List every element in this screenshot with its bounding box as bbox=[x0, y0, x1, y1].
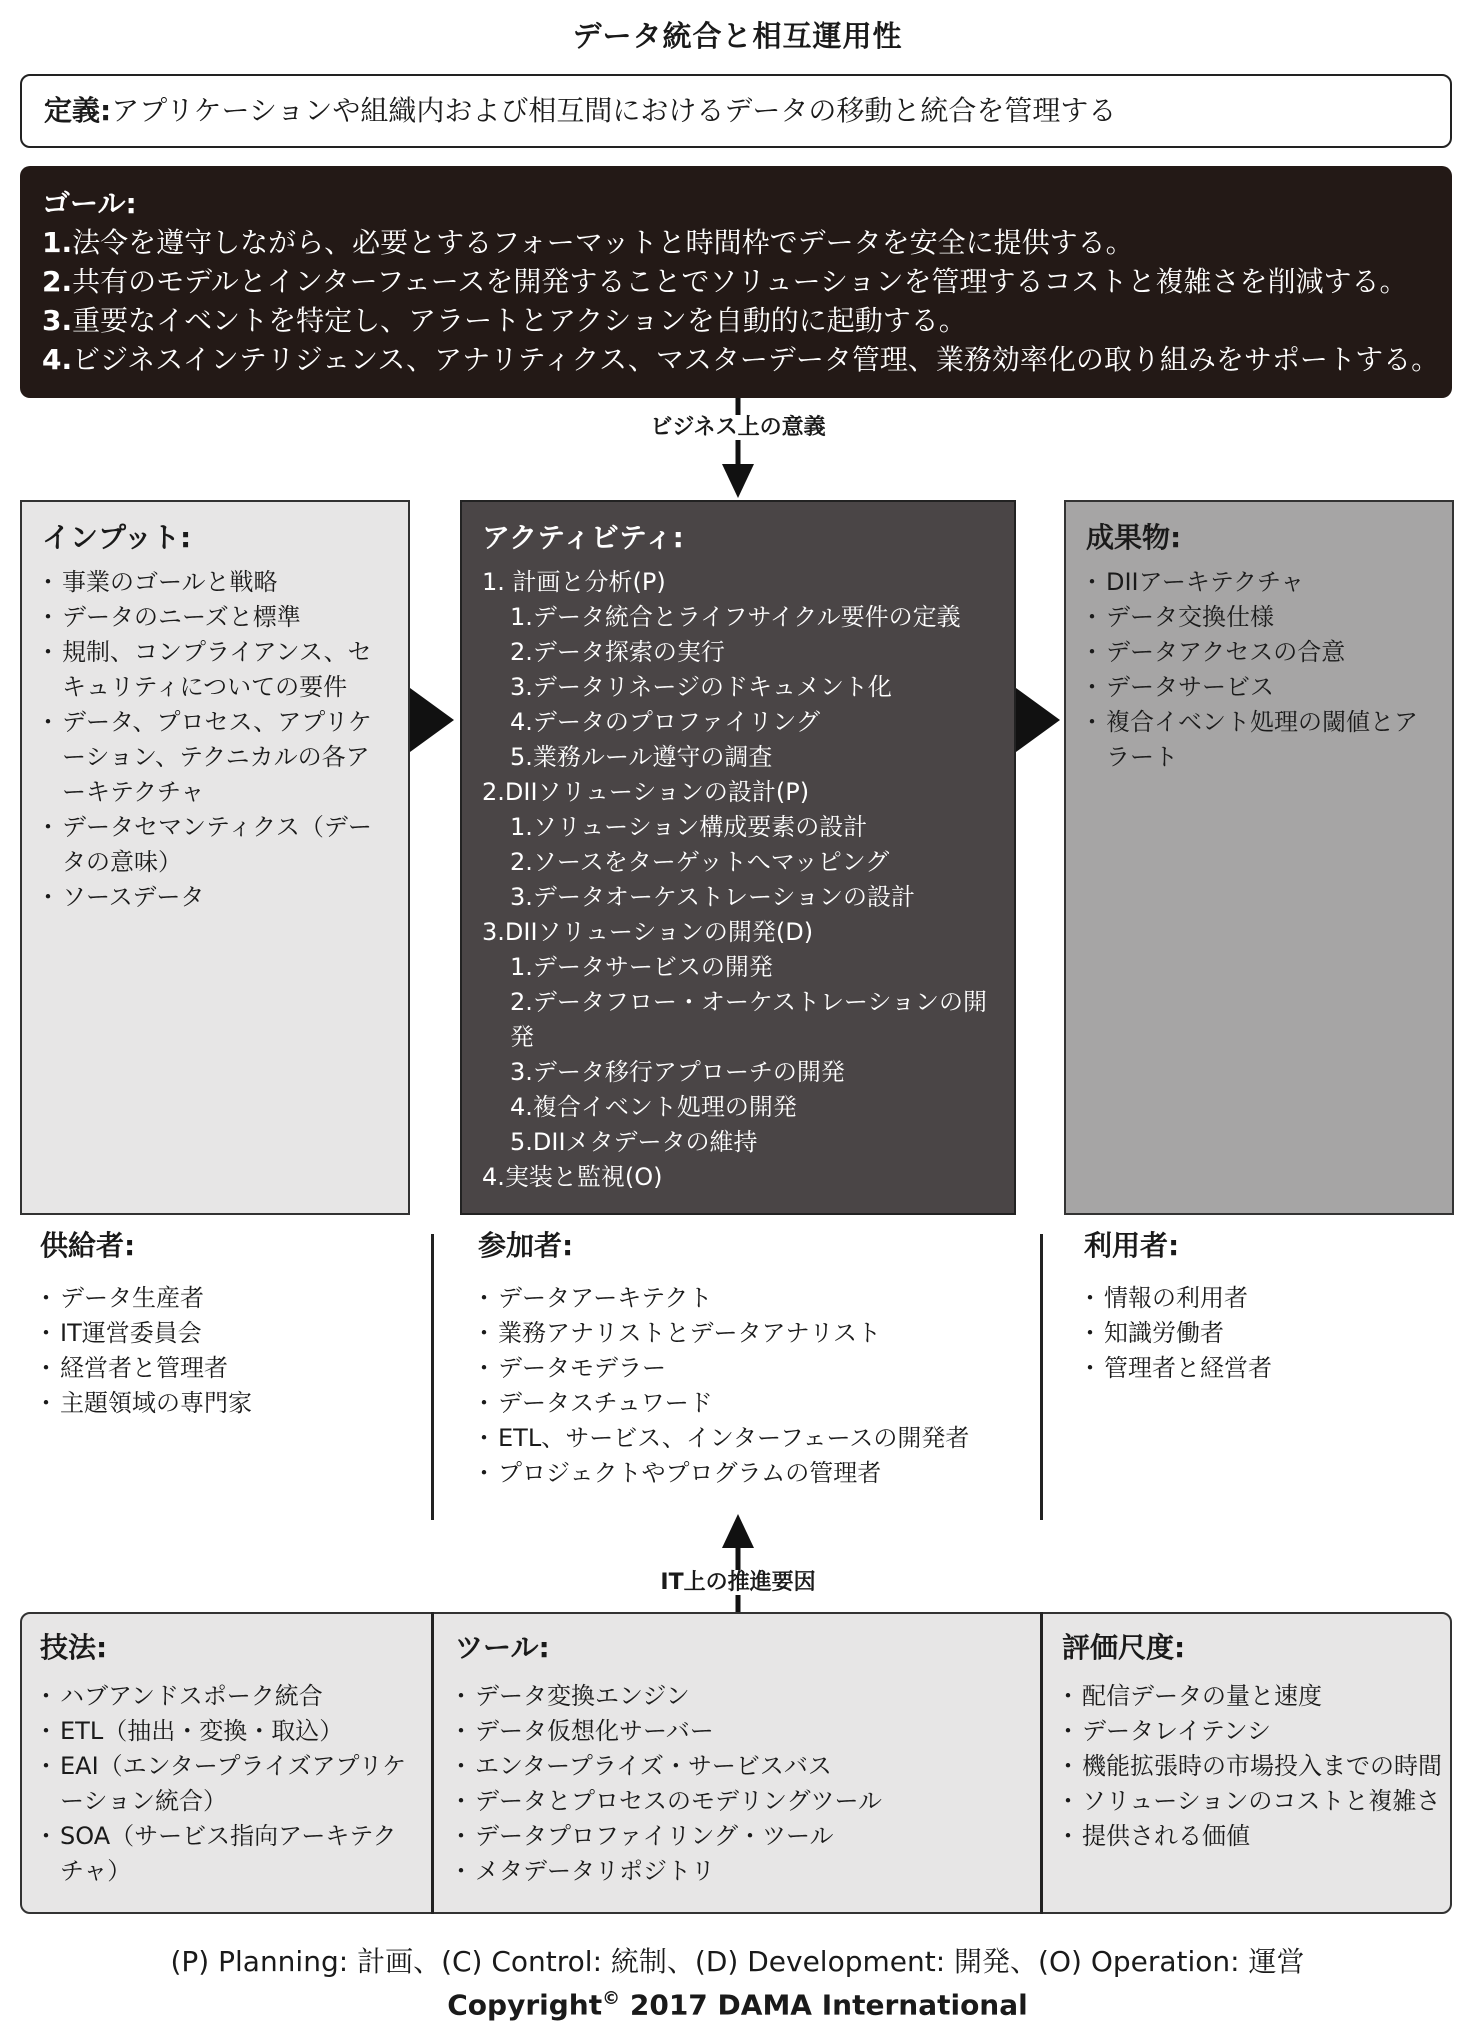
goal-item: 4.ビジネスインテリジェンス、アナリティクス、マスターデータ管理、業務効率化の取り組みをサポートする。 bbox=[42, 343, 1440, 376]
tool-item: ・ データ変換エンジン bbox=[455, 1679, 1030, 1714]
definition-label: 定義: bbox=[44, 94, 112, 127]
activity-group-title: 2.DIIソリューションの設計(P) bbox=[482, 778, 810, 806]
participants-section bbox=[478, 1228, 1038, 1491]
activity-sub: 2.ソースをターゲットへマッピング bbox=[510, 848, 890, 876]
activity-sub: 4.データのプロファイリング bbox=[510, 708, 820, 736]
input-item: ・ ソースデータ bbox=[42, 880, 388, 915]
technique-item: ・ EAI（エンタープライズアプリケーション統合） bbox=[40, 1749, 420, 1819]
metric-item: ・ ソリューションのコストと複雑さ bbox=[1062, 1784, 1446, 1819]
techniques-section bbox=[40, 1630, 420, 1889]
divider bbox=[431, 1234, 434, 1520]
consumer-item: ・ 管理者と経営者 bbox=[1084, 1351, 1444, 1386]
it-drivers-arrow-icon bbox=[720, 1512, 756, 1612]
input-item: ・ データ、プロセス、アプリケーション、テクニカルの各アーキテクチャ bbox=[42, 705, 388, 810]
participant-item: ・ プロジェクトやプログラムの管理者 bbox=[478, 1456, 1038, 1491]
techniques-header: 技法: bbox=[40, 1631, 108, 1664]
activities-to-deliverables-arrow-icon bbox=[1016, 688, 1062, 752]
participant-item: ・ データモデラー bbox=[478, 1351, 1038, 1386]
inputs-to-activities-arrow-icon bbox=[410, 688, 456, 752]
participant-item: ・ データスチュワード bbox=[478, 1386, 1038, 1421]
divider bbox=[1040, 1234, 1043, 1520]
consumers-section bbox=[1084, 1228, 1444, 1386]
technique-item: ・ ETL（抽出・変換・取込） bbox=[40, 1714, 420, 1749]
suppliers-section bbox=[40, 1228, 420, 1421]
activities-header: アクティビティ: bbox=[482, 521, 684, 554]
technique-item: ・ ハブアンドスポーク統合 bbox=[40, 1679, 420, 1714]
activity-group-title: 4.実装と監視(O) bbox=[482, 1163, 663, 1191]
business-significance-label: ビジネス上の意義 bbox=[650, 415, 826, 440]
deliverable-item: ・ 複合イベント処理の閾値とアラート bbox=[1086, 705, 1432, 775]
participants-header: 参加者: bbox=[478, 1229, 574, 1262]
activity-group-title: 1. 計画と分析(P) bbox=[482, 568, 666, 596]
tool-item: ・ エンタープライズ・サービスバス bbox=[455, 1749, 1030, 1784]
metrics-section bbox=[1062, 1630, 1446, 1854]
input-item: ・ 事業のゴールと戦略 bbox=[42, 565, 388, 600]
supplier-item: ・ IT運営委員会 bbox=[40, 1316, 420, 1351]
activity-sub: 5.業務ルール遵守の調査 bbox=[510, 743, 773, 771]
it-drivers-label: IT上の推進要因 bbox=[660, 1570, 816, 1595]
input-item: ・ データのニーズと標準 bbox=[42, 600, 388, 635]
tool-item: ・ データとプロセスのモデリングツール bbox=[455, 1784, 1030, 1819]
metric-item: ・ データレイテンシ bbox=[1062, 1714, 1446, 1749]
inputs-panel bbox=[20, 500, 410, 1215]
inputs-header: インプット: bbox=[42, 521, 192, 554]
definition-box bbox=[20, 74, 1452, 148]
suppliers-header: 供給者: bbox=[40, 1229, 136, 1262]
footnote: (P) Planning: 計画、(C) Control: 統制、(D) Development: 開発、(O) Operation: 運営 bbox=[170, 1945, 1305, 1978]
activity-sub: 5.DIIメタデータの維持 bbox=[510, 1128, 758, 1156]
deliverable-item: ・ データアクセスの合意 bbox=[1086, 635, 1432, 670]
activity-sub: 1.ソリューション構成要素の設計 bbox=[510, 813, 868, 841]
divider bbox=[431, 1612, 434, 1914]
deliverable-item: ・ DIIアーキテクチャ bbox=[1086, 565, 1432, 600]
participant-item: ・ ETL、サービス、インターフェースの開発者 bbox=[478, 1421, 1038, 1456]
goal-item: 1.法令を遵守しながら、必要とするフォーマットと時間枠でデータを安全に提供する。 bbox=[42, 226, 1134, 259]
activity-sub: 3.データリネージのドキュメント化 bbox=[510, 673, 892, 701]
goals-box bbox=[20, 166, 1452, 398]
consumer-item: ・ 情報の利用者 bbox=[1084, 1281, 1444, 1316]
definition-text: アプリケーションや組織内および相互間におけるデータの移動と統合を管理する bbox=[111, 94, 1117, 127]
metric-item: ・ 配信データの量と速度 bbox=[1062, 1679, 1446, 1714]
goal-item: 2.共有のモデルとインターフェースを開発することでソリューションを管理するコストと複雑さを削減する。 bbox=[42, 265, 1408, 298]
consumer-item: ・ 知識労働者 bbox=[1084, 1316, 1444, 1351]
tools-section bbox=[455, 1630, 1030, 1889]
activity-sub: 2.データ探索の実行 bbox=[510, 638, 725, 666]
metric-item: ・ 提供される価値 bbox=[1062, 1819, 1446, 1854]
activity-sub: 1.データ統合とライフサイクル要件の定義 bbox=[510, 603, 961, 631]
participant-item: ・ 業務アナリストとデータアナリスト bbox=[478, 1316, 1038, 1351]
deliverables-header: 成果物: bbox=[1086, 521, 1182, 554]
metrics-header: 評価尺度: bbox=[1062, 1631, 1186, 1664]
tool-item: ・ データプロファイリング・ツール bbox=[455, 1819, 1030, 1854]
consumers-header: 利用者: bbox=[1084, 1229, 1180, 1262]
divider bbox=[1040, 1612, 1043, 1914]
activity-sub: 1.データサービスの開発 bbox=[510, 953, 773, 981]
diagram-title: データ統合と相互運用性 bbox=[572, 19, 903, 53]
activity-group-title: 3.DIIソリューションの開発(D) bbox=[482, 918, 814, 946]
deliverables-panel bbox=[1064, 500, 1454, 1215]
activity-sub: 4.複合イベント処理の開発 bbox=[510, 1093, 797, 1121]
supplier-item: ・ 経営者と管理者 bbox=[40, 1351, 420, 1386]
copyright: Copyright© 2017 DAMA International bbox=[447, 1988, 1028, 2022]
technique-item: ・ SOA（サービス指向アーキテクチャ） bbox=[40, 1819, 420, 1889]
activity-sub: 3.データオーケストレーションの設計 bbox=[510, 883, 915, 911]
input-item: ・ 規制、コンプライアンス、セキュリティについての要件 bbox=[42, 635, 388, 705]
tool-item: ・ メタデータリポジトリ bbox=[455, 1854, 1030, 1889]
activity-sub: 2.データフロー・オーケストレーションの開発 bbox=[510, 988, 987, 1051]
goal-item: 3.重要なイベントを特定し、アラートとアクションを自動的に起動する。 bbox=[42, 304, 967, 337]
goals-header: ゴール: bbox=[42, 187, 137, 220]
input-item: ・ データセマンティクス（データの意味） bbox=[42, 810, 388, 880]
tools-header: ツール: bbox=[455, 1631, 550, 1664]
metric-item: ・ 機能拡張時の市場投入までの時間 bbox=[1062, 1749, 1446, 1784]
activity-sub: 3.データ移行アプローチの開発 bbox=[510, 1058, 845, 1086]
activities-panel bbox=[460, 500, 1016, 1215]
supplier-item: ・ 主題領域の専門家 bbox=[40, 1386, 420, 1421]
supplier-item: ・ データ生産者 bbox=[40, 1281, 420, 1316]
deliverable-item: ・ データ交換仕様 bbox=[1086, 600, 1432, 635]
participant-item: ・ データアーキテクト bbox=[478, 1281, 1038, 1316]
tool-item: ・ データ仮想化サーバー bbox=[455, 1714, 1030, 1749]
deliverable-item: ・ データサービス bbox=[1086, 670, 1432, 705]
